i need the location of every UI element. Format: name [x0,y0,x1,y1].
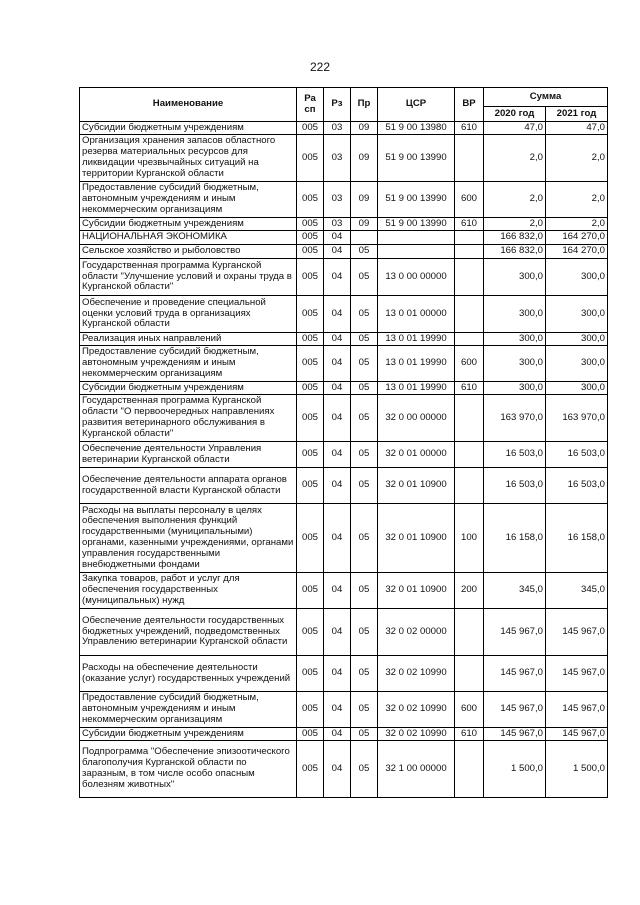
cell-name: Обеспечение деятельности Управления ветеринарии Курганской области [80,442,297,468]
table-row [80,182,608,218]
cell-csr: 32 0 02 00000 [378,609,455,656]
cell-csr: 32 0 02 10990 [378,728,455,741]
cell-sum-2020: 2,0 [484,218,546,231]
cell-sum-2020: 300,0 [484,333,546,346]
cell-rasp: 005 [297,741,324,798]
cell-vr: 600 [455,346,484,382]
table-row [80,573,608,609]
page-number: 222 [309,60,331,74]
cell-name: Обеспечение деятельности государственных бюджетных учреждений, подведомственных Управлению ветеринарии Курганской области [80,609,297,656]
cell-sum-2020: 145 967,0 [484,609,546,656]
cell-vr [455,259,484,296]
cell-sum-2021: 145 967,0 [546,692,608,728]
cell-rz: 04 [324,609,351,656]
cell-pr: 05 [351,346,378,382]
cell-sum-2021: 300,0 [546,333,608,346]
cell-pr: 05 [351,245,378,259]
table-row [80,333,608,346]
cell-sum-2020: 166 832,0 [484,231,546,245]
cell-pr: 05 [351,728,378,741]
cell-vr [455,442,484,468]
cell-vr [455,395,484,442]
cell-name: Сельское хозяйство и рыболовство [80,245,297,259]
cell-pr: 05 [351,395,378,442]
cell-rz: 04 [324,395,351,442]
cell-pr: 09 [351,218,378,231]
cell-rasp: 005 [297,346,324,382]
cell-pr [351,231,378,245]
cell-sum-2020: 166 832,0 [484,245,546,259]
cell-sum-2021: 2,0 [546,182,608,218]
cell-sum-2020: 163 970,0 [484,395,546,442]
cell-csr: 51 9 00 13980 [378,122,455,135]
cell-sum-2021: 47,0 [546,122,608,135]
header-name: Наименование [80,88,297,122]
cell-sum-2021: 16 503,0 [546,468,608,504]
cell-sum-2020: 2,0 [484,135,546,182]
table-row [80,382,608,395]
cell-pr: 09 [351,182,378,218]
cell-rz: 04 [324,346,351,382]
cell-sum-2020: 300,0 [484,296,546,333]
cell-vr: 600 [455,692,484,728]
table-row [80,218,608,231]
cell-pr: 05 [351,442,378,468]
cell-csr: 32 0 01 10900 [378,573,455,609]
cell-rasp: 005 [297,442,324,468]
cell-csr: 51 9 00 13990 [378,182,455,218]
table-row [80,395,608,442]
cell-vr [455,609,484,656]
table-row [80,692,608,728]
cell-vr: 610 [455,728,484,741]
table-row [80,259,608,296]
cell-csr: 32 0 01 10900 [378,504,455,573]
cell-vr: 100 [455,504,484,573]
cell-rasp: 005 [297,245,324,259]
cell-sum-2020: 47,0 [484,122,546,135]
cell-sum-2020: 145 967,0 [484,692,546,728]
budget-table [79,87,608,798]
cell-pr: 05 [351,741,378,798]
cell-sum-2020: 16 158,0 [484,504,546,573]
table-row [80,122,608,135]
cell-vr [455,231,484,245]
cell-rz: 04 [324,741,351,798]
table-row [80,728,608,741]
cell-vr: 610 [455,218,484,231]
cell-rasp: 005 [297,296,324,333]
cell-rz: 04 [324,692,351,728]
cell-rasp: 005 [297,504,324,573]
cell-name: Подпрограмма "Обеспечение эпизоотического благополучия Курганской области по заразным, в том числе особо опасным болезням животных" [80,741,297,798]
cell-rasp: 005 [297,382,324,395]
cell-pr: 05 [351,296,378,333]
cell-rasp: 005 [297,122,324,135]
cell-name: Предоставление субсидий бюджетным, автономным учреждениям и иным некоммерческим организациям [80,346,297,382]
cell-sum-2020: 300,0 [484,346,546,382]
cell-vr [455,656,484,692]
cell-csr [378,245,455,259]
cell-sum-2021: 2,0 [546,135,608,182]
cell-sum-2020: 2,0 [484,182,546,218]
cell-pr: 05 [351,609,378,656]
cell-pr: 09 [351,135,378,182]
cell-rasp: 005 [297,135,324,182]
cell-sum-2021: 300,0 [546,346,608,382]
cell-rz: 03 [324,182,351,218]
cell-sum-2021: 164 270,0 [546,245,608,259]
cell-rz: 04 [324,259,351,296]
cell-sum-2021: 300,0 [546,259,608,296]
cell-sum-2021: 16 158,0 [546,504,608,573]
table-row [80,346,608,382]
cell-vr [455,296,484,333]
cell-sum-2020: 145 967,0 [484,728,546,741]
cell-pr: 05 [351,259,378,296]
cell-sum-2021: 16 503,0 [546,442,608,468]
cell-csr: 32 0 02 10990 [378,656,455,692]
cell-rasp: 005 [297,656,324,692]
cell-csr: 32 0 00 00000 [378,395,455,442]
cell-pr: 05 [351,382,378,395]
cell-rz: 04 [324,656,351,692]
header-sum: Сумма [484,88,608,107]
cell-rasp: 005 [297,395,324,442]
table-row [80,135,608,182]
cell-pr: 05 [351,656,378,692]
cell-sum-2021: 145 967,0 [546,656,608,692]
cell-name: Субсидии бюджетным учреждениям [80,122,297,135]
cell-pr: 05 [351,573,378,609]
cell-pr: 05 [351,504,378,573]
cell-name: Обеспечение деятельности аппарата органов государственной власти Курганской области [80,468,297,504]
cell-vr: 610 [455,382,484,395]
cell-rasp: 005 [297,692,324,728]
cell-pr: 09 [351,122,378,135]
cell-pr: 05 [351,468,378,504]
cell-sum-2021: 300,0 [546,382,608,395]
header-pr: Пр [351,88,378,122]
cell-rz: 04 [324,245,351,259]
cell-csr: 13 0 01 19990 [378,346,455,382]
cell-sum-2021: 345,0 [546,573,608,609]
table-row [80,504,608,573]
cell-rz: 04 [324,296,351,333]
cell-rasp: 005 [297,231,324,245]
cell-rz: 03 [324,135,351,182]
cell-sum-2021: 164 270,0 [546,231,608,245]
cell-csr: 32 0 02 10990 [378,692,455,728]
cell-vr [455,135,484,182]
cell-sum-2021: 2,0 [546,218,608,231]
cell-sum-2021: 1 500,0 [546,741,608,798]
cell-rasp: 005 [297,218,324,231]
header-year-2021: 2021 год [546,107,608,122]
table-row [80,296,608,333]
cell-vr [455,245,484,259]
cell-rz: 04 [324,728,351,741]
cell-csr: 51 9 00 13990 [378,218,455,231]
table-row [80,442,608,468]
cell-name: Расходы на выплаты персоналу в целях обеспечения выполнения функций государственными (муниципальными) органами, казенными учреждениями, органами управления государственными внебюджетными фондами [80,504,297,573]
cell-sum-2020: 16 503,0 [484,442,546,468]
table-row [80,245,608,259]
cell-csr: 13 0 00 00000 [378,259,455,296]
cell-rz: 04 [324,468,351,504]
cell-sum-2021: 145 967,0 [546,609,608,656]
cell-csr: 13 0 01 19990 [378,382,455,395]
cell-name: Расходы на обеспечение деятельности (оказание услуг) государственных учреждений [80,656,297,692]
cell-sum-2021: 300,0 [546,296,608,333]
header-rz: Рз [324,88,351,122]
cell-name: Закупка товаров, работ и услуг для обеспечения государственных (муниципальных) нужд [80,573,297,609]
cell-rz: 04 [324,333,351,346]
table-row [80,741,608,798]
table-row [80,656,608,692]
cell-vr [455,741,484,798]
cell-rz: 04 [324,442,351,468]
cell-csr: 13 0 01 00000 [378,296,455,333]
cell-rasp: 005 [297,573,324,609]
cell-vr: 200 [455,573,484,609]
cell-rasp: 005 [297,333,324,346]
cell-name: Государственная программа Курганской области "О первоочередных направлениях развития ветеринарного обслуживания в Курганской области" [80,395,297,442]
cell-name: Государственная программа Курганской области "Улучшение условий и охраны труда в Курганской области" [80,259,297,296]
header-rasp: Ра сп [297,88,324,122]
cell-vr [455,333,484,346]
cell-vr: 610 [455,122,484,135]
cell-rz: 03 [324,218,351,231]
header-csr: ЦСР [378,88,455,122]
cell-pr: 05 [351,333,378,346]
header-year-2020: 2020 год [484,107,546,122]
cell-name: НАЦИОНАЛЬНАЯ ЭКОНОМИКА [80,231,297,245]
cell-rasp: 005 [297,259,324,296]
cell-name: Субсидии бюджетным учреждениям [80,382,297,395]
table-row [80,231,608,245]
cell-rz: 04 [324,382,351,395]
cell-csr: 13 0 01 19990 [378,333,455,346]
table-row [80,468,608,504]
cell-name: Реализация иных направлений [80,333,297,346]
cell-rasp: 005 [297,182,324,218]
cell-vr [455,468,484,504]
cell-csr [378,231,455,245]
cell-rz: 04 [324,231,351,245]
cell-csr: 32 0 01 00000 [378,442,455,468]
table-row [80,609,608,656]
cell-rz: 04 [324,573,351,609]
cell-rz: 04 [324,504,351,573]
cell-csr: 32 0 01 10900 [378,468,455,504]
cell-sum-2021: 163 970,0 [546,395,608,442]
cell-sum-2020: 300,0 [484,259,546,296]
cell-name: Организация хранения запасов областного резерва материальных ресурсов для ликвидации чрезвычайных ситуаций на территории Курганской области [80,135,297,182]
cell-rasp: 005 [297,468,324,504]
cell-sum-2021: 145 967,0 [546,728,608,741]
cell-sum-2020: 145 967,0 [484,656,546,692]
cell-sum-2020: 1 500,0 [484,741,546,798]
cell-name: Обеспечение и проведение специальной оценки условий труда в организациях Курганской области [80,296,297,333]
cell-sum-2020: 300,0 [484,382,546,395]
cell-rz: 03 [324,122,351,135]
cell-rasp: 005 [297,609,324,656]
cell-name: Предоставление субсидий бюджетным, автономным учреждениям и иным некоммерческим организациям [80,692,297,728]
cell-name: Предоставление субсидий бюджетным, автономным учреждениям и иным некоммерческим организациям [80,182,297,218]
header-vr: ВР [455,88,484,122]
cell-rasp: 005 [297,728,324,741]
budget-table-body [80,122,608,798]
cell-name: Субсидии бюджетным учреждениям [80,218,297,231]
cell-sum-2020: 16 503,0 [484,468,546,504]
cell-vr: 600 [455,182,484,218]
cell-csr: 32 1 00 00000 [378,741,455,798]
cell-sum-2020: 345,0 [484,573,546,609]
cell-name: Субсидии бюджетным учреждениям [80,728,297,741]
cell-csr: 51 9 00 13990 [378,135,455,182]
cell-pr: 05 [351,692,378,728]
